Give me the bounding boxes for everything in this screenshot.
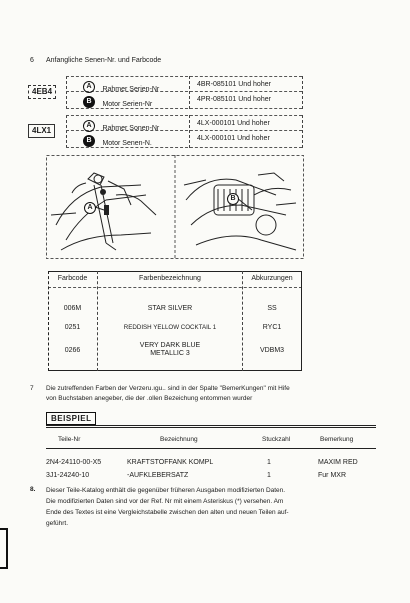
marker-a-icon: A	[83, 120, 95, 132]
part-remark: Fur MXR	[318, 472, 346, 479]
divider	[66, 76, 302, 77]
column-header: Stuckzahl	[262, 436, 291, 443]
section-number: 7	[30, 385, 34, 392]
column-divider	[189, 115, 190, 148]
paragraph-line: Ende des Textes ist eine Vergleichstabelle zwischen den alten und neuen Teilen auf-	[46, 509, 289, 516]
row-value: 4LX-000101 Und hoher	[197, 135, 270, 142]
paragraph-line: von Buchstaben anegeber, die der .ollen Bezeichung entommen wurder	[46, 395, 253, 402]
model-code-box	[28, 124, 55, 138]
row-label: Rahmer Serien-Nr	[102, 86, 160, 93]
column-header: Farbcode	[57, 275, 88, 282]
column-header: Abkurzungen	[251, 275, 293, 282]
binding-mark	[0, 528, 8, 569]
column-header: Teile-Nr	[58, 436, 81, 443]
part-quantity: 1	[267, 472, 271, 479]
color-code-cell: 0266	[64, 347, 81, 354]
color-abbr-cell: VDBM3	[259, 347, 285, 354]
section8-paragraph	[46, 485, 376, 529]
column-divider	[189, 76, 190, 109]
part-number: 2N4-24110-00-X5	[46, 459, 102, 466]
section-title: Anfangliche Senen-Nr. und Farbcode	[46, 57, 162, 64]
row-engine-serial	[83, 133, 152, 149]
column-divider	[302, 76, 303, 109]
row-value: 4LX-000101 Und hoher	[197, 120, 270, 127]
paragraph-line: Die zutreffenden Farben der Verzeru.ıgu.. sind in der Spalte "BemerKungen" mit Hife	[46, 385, 290, 392]
row-value: 4PR-085101 Und hoher	[197, 96, 271, 103]
row-label: Rahmer Sonen-Nr	[102, 125, 160, 132]
color-name-cell: REDDISH YELLOW COCKTAIL 1	[123, 324, 217, 331]
section-number: 8.	[30, 486, 36, 493]
model-code: 4EB4	[32, 87, 53, 96]
divider	[66, 115, 302, 116]
row-engine-serial	[83, 94, 152, 110]
column-header: Farbenbezeichnung	[139, 275, 201, 282]
paragraph-line: Die modifizierten Daten sind vor der Ref. Nr mit einem Asteriskus (*) versehen. Am	[46, 498, 284, 505]
diagram-marker-a-icon: A	[84, 202, 96, 214]
part-description: KRAFTSTOFFANK KOMPL	[127, 459, 214, 466]
model-code-box	[28, 85, 56, 99]
part-number: 3J1-24240-10	[46, 472, 90, 479]
color-name-cell: VERY DARK BLUE METALLIC 3	[139, 342, 201, 357]
marker-b-icon: B	[83, 96, 95, 108]
paragraph-line: geführt.	[46, 520, 69, 527]
example-label: BEISPIEL	[46, 412, 96, 425]
row-label: Motor Serien-Nr	[102, 101, 153, 108]
color-code-cell: 0251	[64, 324, 81, 331]
divider	[46, 425, 376, 426]
part-quantity: 1	[267, 459, 271, 466]
marker-a-icon: A	[83, 81, 95, 93]
bracket-line	[66, 115, 67, 148]
model-code: 4LX1	[32, 126, 52, 135]
color-code-table	[48, 271, 302, 371]
column-header: Bezeichnung	[160, 436, 198, 443]
divider	[46, 448, 376, 449]
paragraph-line: Dieser Teile-Katalog enthält die gegenüber früheren Ausgaben modifizierten Daten.	[46, 487, 286, 494]
column-divider	[302, 115, 303, 148]
column-header: Bemerkung	[320, 436, 354, 443]
row-value: 4BR-085101 Und hoher	[197, 81, 271, 88]
color-name-cell: STAR SILVER	[147, 305, 193, 312]
serial-location-diagram	[46, 155, 304, 259]
part-description: -AUFKLEBERSATZ	[127, 472, 189, 479]
row-label: Motor Senen-N.	[102, 140, 152, 147]
color-abbr-cell: SS	[267, 305, 277, 312]
section-number: 6	[30, 57, 34, 64]
part-remark: MAXIM RED	[318, 459, 358, 466]
diagram-marker-b-icon: B	[227, 193, 239, 205]
color-abbr-cell: RYC1	[262, 324, 282, 331]
bracket-line	[66, 76, 67, 109]
marker-b-icon: B	[83, 135, 95, 147]
divider	[46, 427, 376, 428]
color-code-cell: 006M	[63, 305, 82, 312]
